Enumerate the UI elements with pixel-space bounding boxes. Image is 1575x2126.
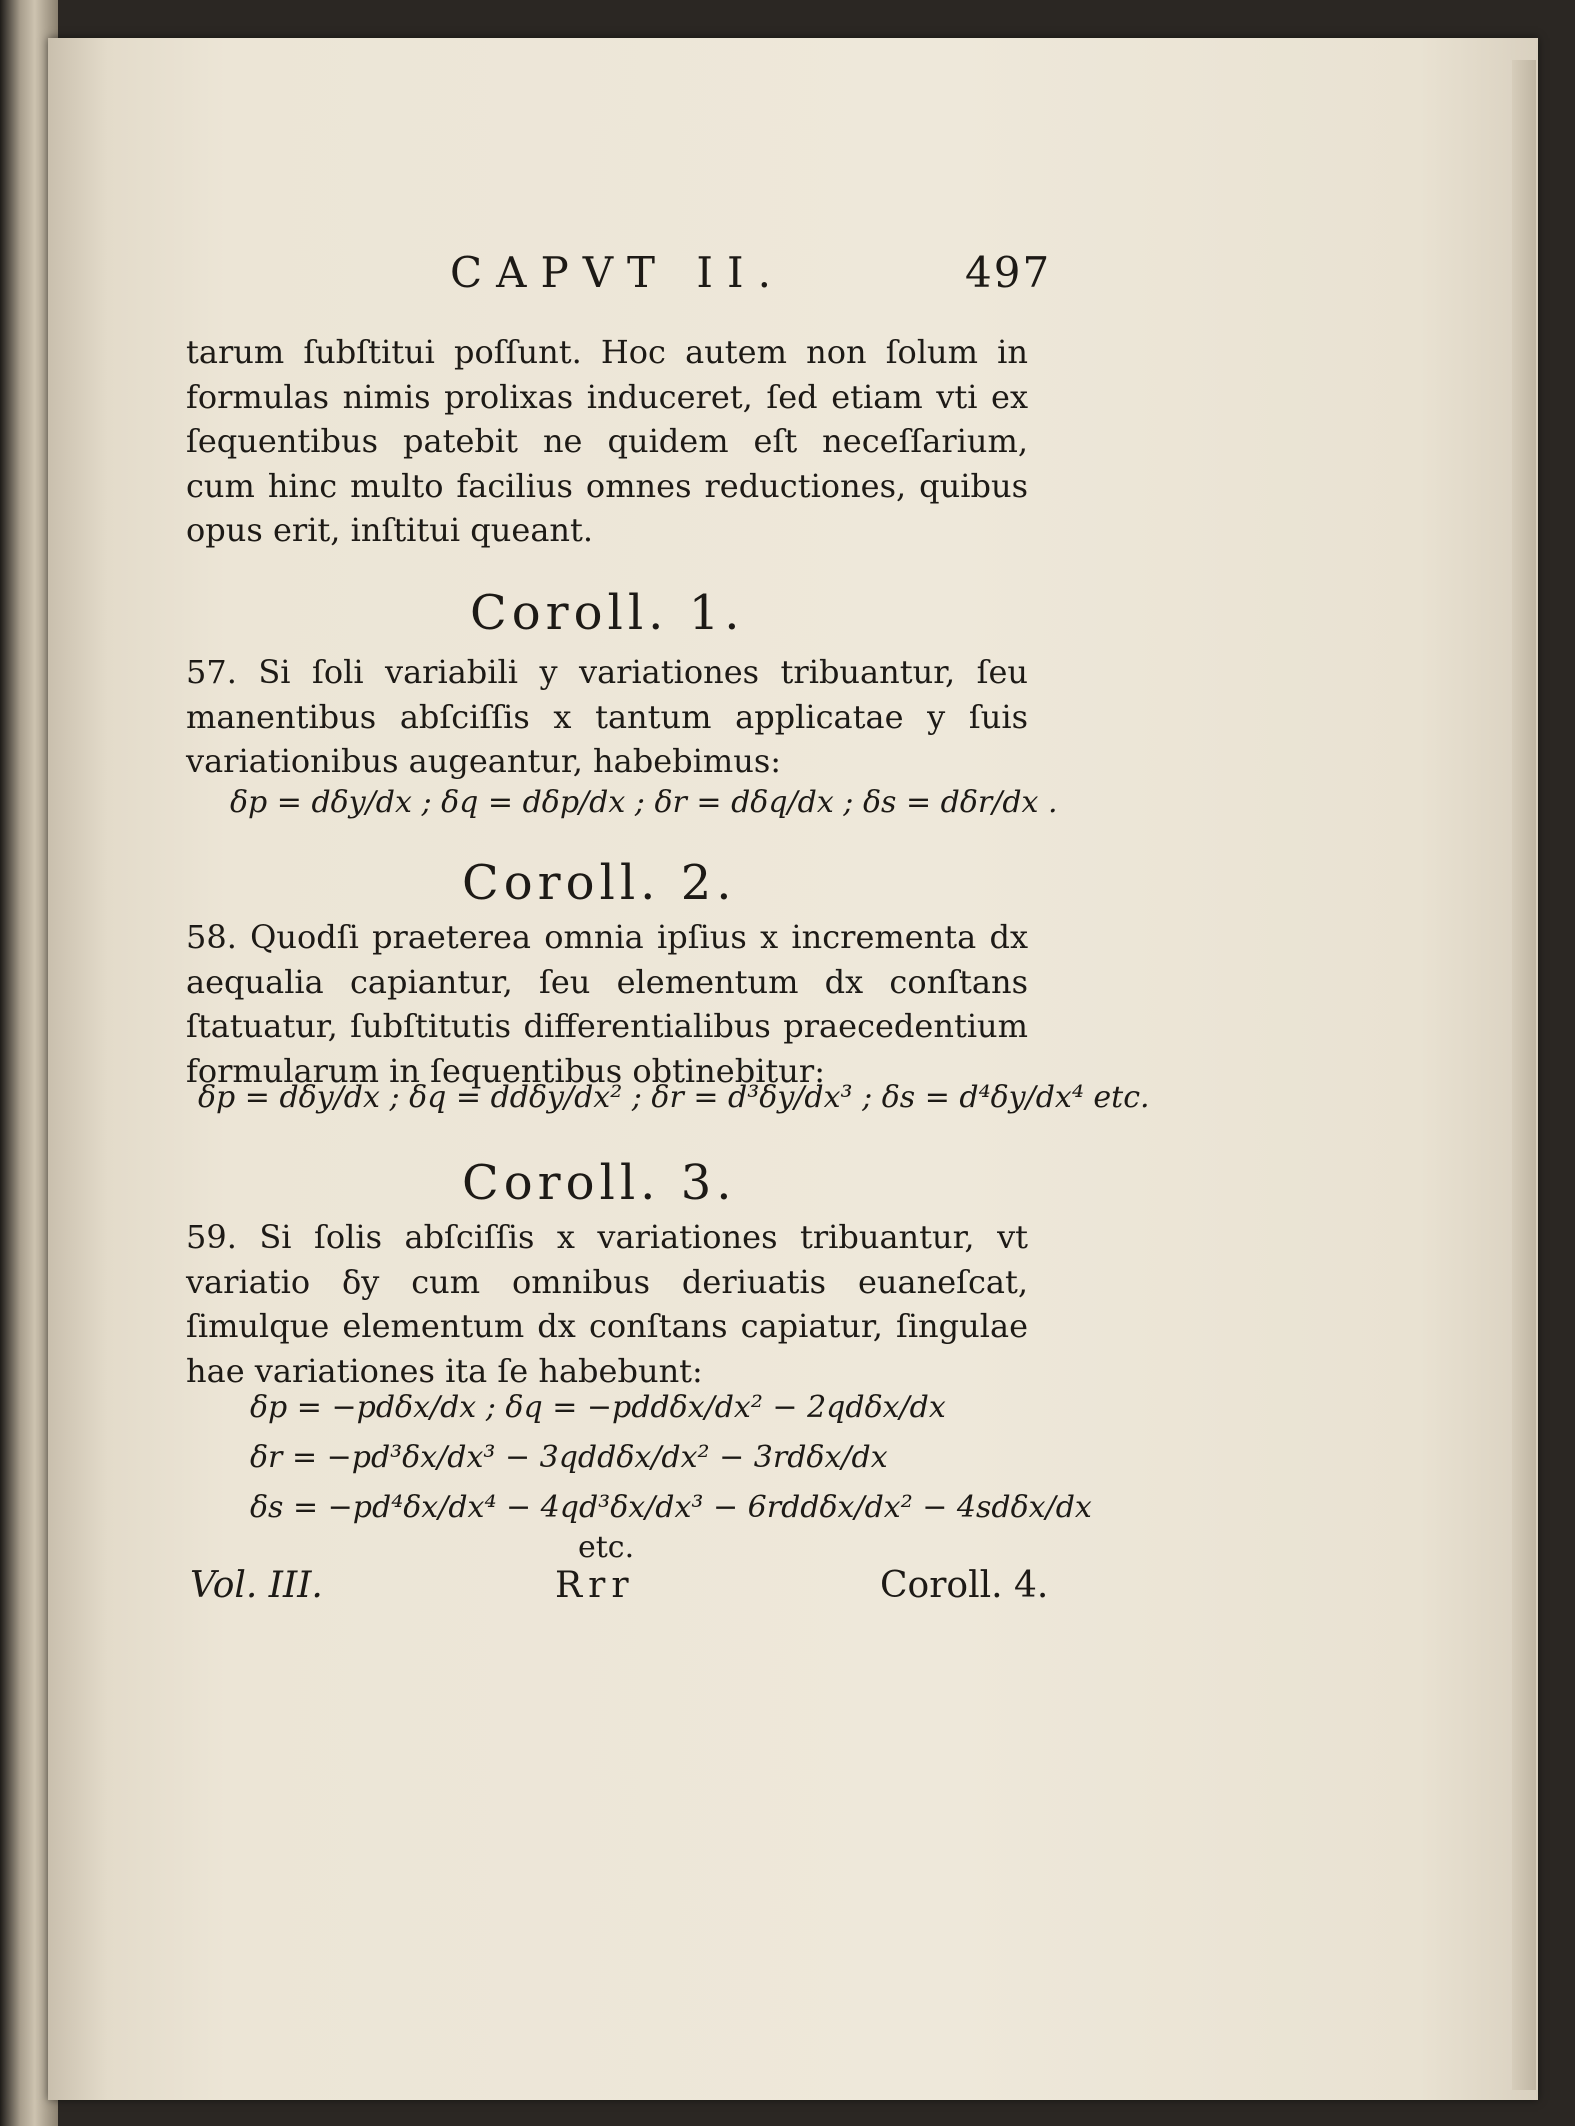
- signature-mark: Rrr: [555, 1565, 635, 1606]
- formula-59-line-3: δs = −pd⁴δx/dx⁴ − 4qd³δx/dx³ − 6rddδx/dx² − 4sdδx/dx: [250, 1490, 1092, 1525]
- intro-paragraph: tarum ſubſtitui poſſunt. Hoc autem non ſolum in formulas nimis prolixas induceret, ſed etiam vti ex ſequentibus patebit ne quidem eſt neceſſarium, cum hinc multo facilius omnes reductiones, quibus opus erit, inſtitui queant.: [186, 333, 1028, 549]
- formula-59-line-1: δp = −pdδx/dx ; δq = −pddδx/dx² − 2qdδx/dx: [250, 1390, 946, 1425]
- formula-58: δp = dδy/dx ; δq = ddδy/dx² ; δr = d³δy/dx³ ; δs = d⁴δy/dx⁴ etc.: [198, 1080, 1150, 1115]
- corollary-1-heading: Coroll. 1.: [470, 585, 745, 641]
- formula-57: δp = dδy/dx ; δq = dδp/dx ; δr = dδq/dx ; δs = dδr/dx .: [230, 785, 1058, 820]
- formula-etc: etc.: [578, 1530, 635, 1565]
- paragraph-59: 59. Si ſolis abſciſſis x variationes tribuantur, vt variatio δy cum omnibus deriuatis euaneſcat, ſimulque elementum dx conſtans capiatur, ſingulae hae variationes ita ſe habebunt:: [186, 1218, 1028, 1390]
- volume-label: Vol. III.: [190, 1565, 323, 1606]
- formula-59-line-2: δr = −pd³δx/dx³ − 3qddδx/dx² − 3rdδx/dx: [250, 1440, 888, 1475]
- paragraph-57: 57. Si ſoli variabili y variationes tribuantur, ſeu manentibus abſciſſis x tantum applicatae y ſuis variationibus augeantur, habebimus:: [186, 653, 1028, 780]
- page-stack-edge: [1512, 60, 1536, 2090]
- page-number: 497: [965, 248, 1052, 297]
- running-head-title: CAPVT II.: [450, 248, 785, 297]
- paragraph-58: 58. Quodſi praeterea omnia ipſius x incrementa dx aequalia capiantur, ſeu elementum dx conſtans ſtatuatur, ſubſtitutis differentialibus praecedentium formularum in ſequentibus obtinebitur:: [186, 918, 1028, 1090]
- corollary-3-heading: Coroll. 3.: [462, 1155, 737, 1211]
- catchword: Coroll. 4.: [880, 1565, 1049, 1606]
- corollary-2-heading: Coroll. 2.: [462, 855, 737, 911]
